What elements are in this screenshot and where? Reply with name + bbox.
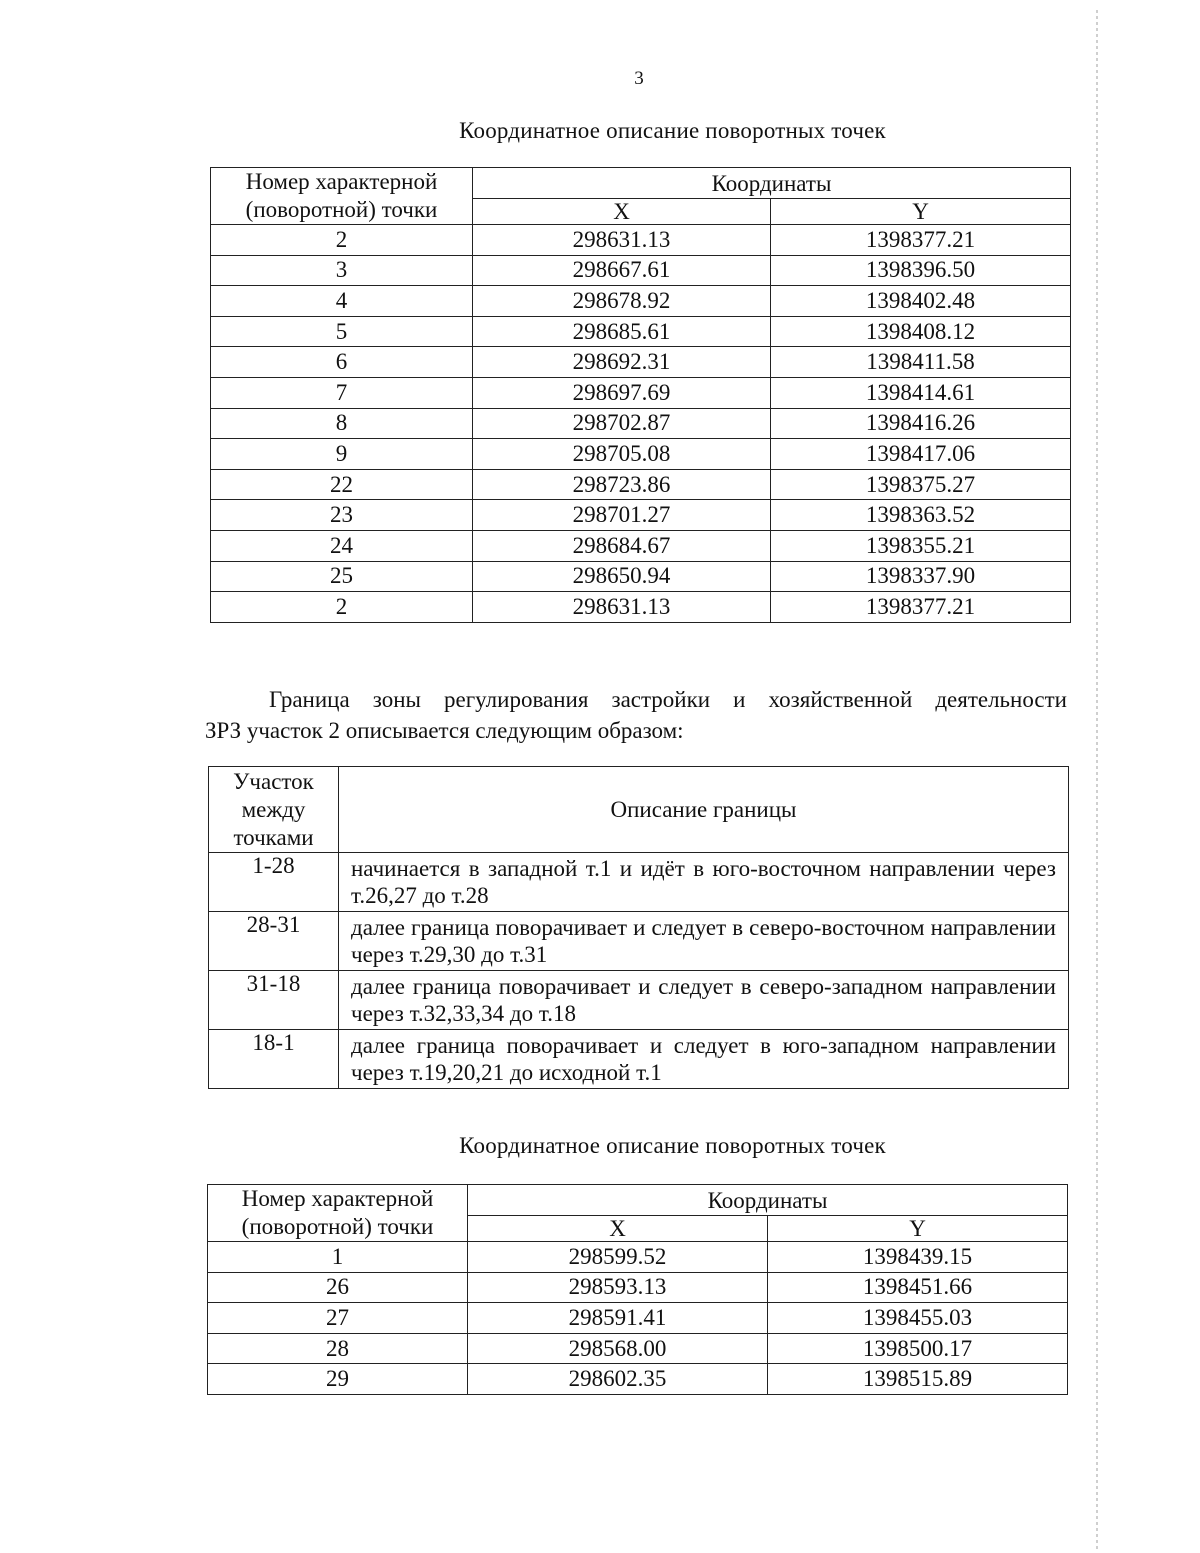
coordinates-table-1: [210, 167, 1071, 623]
table-row: [208, 1242, 1068, 1273]
zone-description-paragraph: [205, 684, 1067, 746]
point-number-cell: 1: [208, 1242, 468, 1273]
table-row: [211, 347, 1071, 378]
y-coordinate-cell: 1398451.66: [768, 1272, 1068, 1303]
y-coordinate-cell: 1398416.26: [771, 408, 1071, 439]
boundary-text-cell: далее граница поворачивает и следует в северо-западном направлении через т.32,33,34 до т.18: [339, 971, 1069, 1030]
x-coordinate-cell: 298631.13: [473, 225, 771, 256]
y-coordinate-cell: 1398396.50: [771, 255, 1071, 286]
section-range-cell: 18-1: [209, 1030, 339, 1089]
col-x-header: X: [473, 199, 771, 225]
x-coordinate-cell: 298701.27: [473, 500, 771, 531]
x-coordinate-cell: 298599.52: [468, 1242, 768, 1273]
point-number-cell: 4: [211, 286, 473, 317]
y-coordinate-cell: 1398355.21: [771, 530, 1071, 561]
point-number-cell: 6: [211, 347, 473, 378]
section1-heading: Координатное описание поворотных точек: [459, 118, 886, 143]
boundary-text-cell: начинается в западной т.1 и идёт в юго-восточном направлении через т.26,27 до т.28: [339, 853, 1069, 912]
col-y-header: Y: [768, 1216, 1068, 1242]
point-number-cell: 2: [211, 225, 473, 256]
y-coordinate-cell: 1398414.61: [771, 377, 1071, 408]
table-row: [211, 469, 1071, 500]
col-coords-header: Координаты: [468, 1185, 1068, 1216]
boundary-description-table: [208, 766, 1069, 1089]
point-number-cell: 28: [208, 1333, 468, 1364]
col-point-header: Номер характерной (поворотной) точки: [211, 168, 473, 225]
y-coordinate-cell: 1398439.15: [768, 1242, 1068, 1273]
col-x-header: X: [468, 1216, 768, 1242]
table-row: [209, 971, 1069, 1030]
x-coordinate-cell: 298631.13: [473, 592, 771, 623]
table-row: [211, 408, 1071, 439]
col-y-header: Y: [771, 199, 1071, 225]
point-number-cell: 5: [211, 316, 473, 347]
x-coordinate-cell: 298692.31: [473, 347, 771, 378]
paragraph-line-1: Граница зоны регулирования застройки и хозяйственной деятельности: [269, 687, 1067, 712]
y-coordinate-cell: 1398417.06: [771, 439, 1071, 470]
point-number-cell: 7: [211, 377, 473, 408]
y-coordinate-cell: 1398363.52: [771, 500, 1071, 531]
table-row: [211, 592, 1071, 623]
col-description-header: Описание границы: [339, 767, 1069, 853]
table-row: [208, 1333, 1068, 1364]
point-number-cell: 29: [208, 1364, 468, 1395]
table-row: [209, 853, 1069, 912]
section-range-cell: 28-31: [209, 912, 339, 971]
section-range-cell: 31-18: [209, 971, 339, 1030]
table-row: [208, 1272, 1068, 1303]
point-number-cell: 22: [211, 469, 473, 500]
table-row: [211, 377, 1071, 408]
x-coordinate-cell: 298678.92: [473, 286, 771, 317]
y-coordinate-cell: 1398455.03: [768, 1303, 1068, 1334]
x-coordinate-cell: 298593.13: [468, 1272, 768, 1303]
x-coordinate-cell: 298591.41: [468, 1303, 768, 1334]
col-point-header: Номер характерной (поворотной) точки: [208, 1185, 468, 1242]
section-range-cell: 1-28: [209, 853, 339, 912]
point-number-cell: 9: [211, 439, 473, 470]
y-coordinate-cell: 1398337.90: [771, 561, 1071, 592]
table-row: [208, 1303, 1068, 1334]
y-coordinate-cell: 1398375.27: [771, 469, 1071, 500]
table-row: [211, 255, 1071, 286]
table-row: [208, 1364, 1068, 1395]
x-coordinate-cell: 298723.86: [473, 469, 771, 500]
point-number-cell: 26: [208, 1272, 468, 1303]
scan-page-edge: [1096, 10, 1098, 1550]
x-coordinate-cell: 298685.61: [473, 316, 771, 347]
table-row: [211, 500, 1071, 531]
x-coordinate-cell: 298568.00: [468, 1333, 768, 1364]
y-coordinate-cell: 1398408.12: [771, 316, 1071, 347]
table-row: [211, 530, 1071, 561]
table-row: [209, 912, 1069, 971]
coordinates-table-2: [207, 1184, 1068, 1395]
col-section-header: Участок между точками: [209, 767, 339, 853]
point-number-cell: 24: [211, 530, 473, 561]
table-row: [211, 561, 1071, 592]
x-coordinate-cell: 298697.69: [473, 377, 771, 408]
section2-heading: Координатное описание поворотных точек: [459, 1133, 886, 1158]
x-coordinate-cell: 298667.61: [473, 255, 771, 286]
point-number-cell: 23: [211, 500, 473, 531]
y-coordinate-cell: 1398402.48: [771, 286, 1071, 317]
x-coordinate-cell: 298705.08: [473, 439, 771, 470]
table-row: [211, 316, 1071, 347]
point-number-cell: 8: [211, 408, 473, 439]
point-number-cell: 3: [211, 255, 473, 286]
y-coordinate-cell: 1398515.89: [768, 1364, 1068, 1395]
col-coords-header: Координаты: [473, 168, 1071, 199]
y-coordinate-cell: 1398377.21: [771, 592, 1071, 623]
y-coordinate-cell: 1398377.21: [771, 225, 1071, 256]
x-coordinate-cell: 298650.94: [473, 561, 771, 592]
x-coordinate-cell: 298702.87: [473, 408, 771, 439]
y-coordinate-cell: 1398411.58: [771, 347, 1071, 378]
table-row: [211, 439, 1071, 470]
point-number-cell: 2: [211, 592, 473, 623]
y-coordinate-cell: 1398500.17: [768, 1333, 1068, 1364]
page-number: 3: [634, 68, 644, 89]
x-coordinate-cell: 298684.67: [473, 530, 771, 561]
point-number-cell: 25: [211, 561, 473, 592]
table-row: [211, 225, 1071, 256]
paragraph-line-2: ЗРЗ участок 2 описывается следующим образом:: [205, 718, 684, 743]
table-row: [211, 286, 1071, 317]
table-row: [209, 1030, 1069, 1089]
boundary-text-cell: далее граница поворачивает и следует в северо-восточном направлении через т.29,30 до т.31: [339, 912, 1069, 971]
boundary-text-cell: далее граница поворачивает и следует в юго-западном направлении через т.19,20,21 до исходной т.1: [339, 1030, 1069, 1089]
point-number-cell: 27: [208, 1303, 468, 1334]
x-coordinate-cell: 298602.35: [468, 1364, 768, 1395]
